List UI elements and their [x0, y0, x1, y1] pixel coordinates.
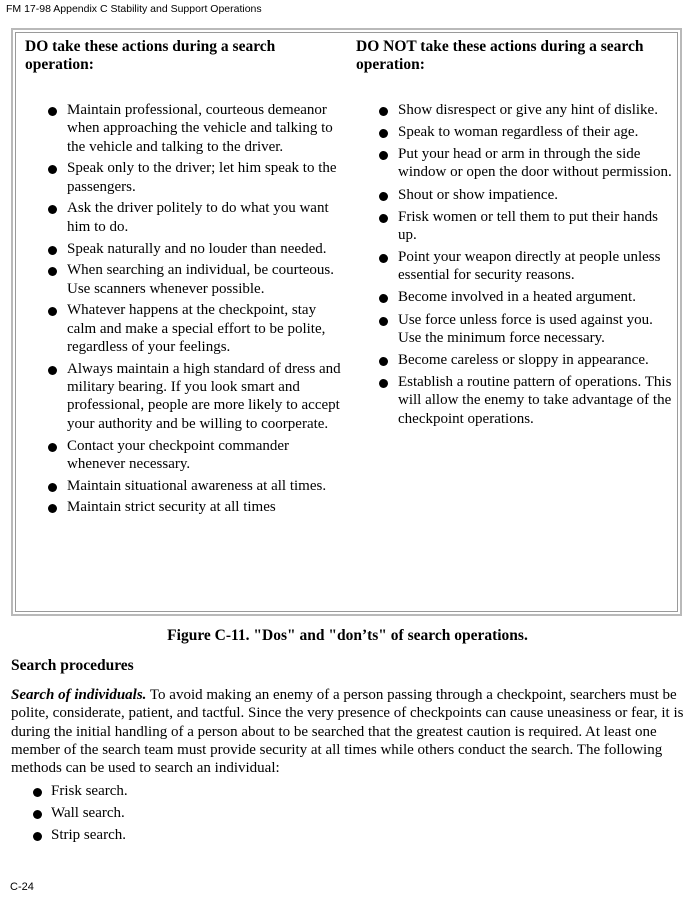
dont-item: Put your head or arm in through the side window or open the door without permission. — [356, 145, 676, 182]
do-item: Maintain situational awareness at all times. — [25, 477, 345, 495]
dont-item: Shout or show impatience. — [356, 186, 676, 204]
do-item: Ask the driver politely to do what you want him to do. — [25, 199, 345, 236]
dont-item: Frisk women or tell them to put their hands up. — [356, 208, 676, 245]
dont-item: Speak to woman regardless of their age. — [356, 123, 676, 141]
paragraph-lead-in: Search of individuals. — [11, 687, 147, 703]
search-method-item: Strip search. — [11, 826, 128, 844]
do-item: Always maintain a high standard of dress and military bearing. If you look smart and professional, people are more likely to accept your authority and be willing to coorperate. — [25, 360, 345, 433]
search-methods-list — [11, 782, 128, 848]
dont-item: Show disrespect or give any hint of dislike. — [356, 101, 676, 119]
do-item: Speak naturally and no louder than needed. — [25, 240, 345, 258]
do-item: Maintain strict security at all times — [25, 498, 345, 516]
dont-list — [356, 101, 676, 428]
do-item: When searching an individual, be courteous. Use scanners whenever possible. — [25, 261, 345, 298]
search-method-item: Wall search. — [11, 804, 128, 822]
dont-item: Become careless or sloppy in appearance. — [356, 351, 676, 369]
do-column — [25, 38, 345, 520]
do-item: Whatever happens at the checkpoint, stay calm and make a special effort to be polite, regardless of your feelings. — [25, 301, 345, 356]
search-method-item: Frisk search. — [11, 782, 128, 800]
figure-box — [11, 28, 682, 616]
do-item: Speak only to the driver; let him speak to the passengers. — [25, 159, 345, 196]
dont-item: Use force unless force is used against you. Use the minimum force necessary. — [356, 311, 676, 348]
do-list — [25, 101, 345, 517]
do-item: Maintain professional, courteous demeanor when approaching the vehicle and talking to the vehicle and talking to the driver. — [25, 101, 345, 156]
running-header: FM 17-98 Appendix C Stability and Support Operations — [6, 3, 262, 15]
dont-item: Point your weapon directly at people unless essential for security reasons. — [356, 248, 676, 285]
do-item: Contact your checkpoint commander whenever necessary. — [25, 437, 345, 474]
figure-caption: Figure C-11. "Dos" and "don’ts" of search operations. — [167, 627, 528, 644]
paragraph-text: To avoid making an enemy of a person passing through a checkpoint, searchers must be polite, considerate, patient, and tactful. Since the very presence of checkpoints can cause uneasiness or fear, it is during the initial handling of a person about to be searched that the greatest caution is required. At least one member of the search team must provide security at all times while others conduct the search. The following methods can be used to search an individual: — [11, 687, 684, 777]
dont-item: Establish a routine pattern of operations. This will allow the enemy to take advantage of the checkpoint operations. — [356, 373, 676, 428]
page-number: C-24 — [10, 881, 34, 893]
body-paragraph — [11, 686, 687, 777]
section-heading: Search procedures — [11, 657, 134, 674]
dont-column — [356, 38, 676, 432]
dont-item: Become involved in a heated argument. — [356, 288, 676, 306]
dont-column-title: DO NOT take these actions during a search operation: — [356, 38, 644, 73]
do-column-title: DO take these actions during a search operation: — [25, 38, 276, 73]
